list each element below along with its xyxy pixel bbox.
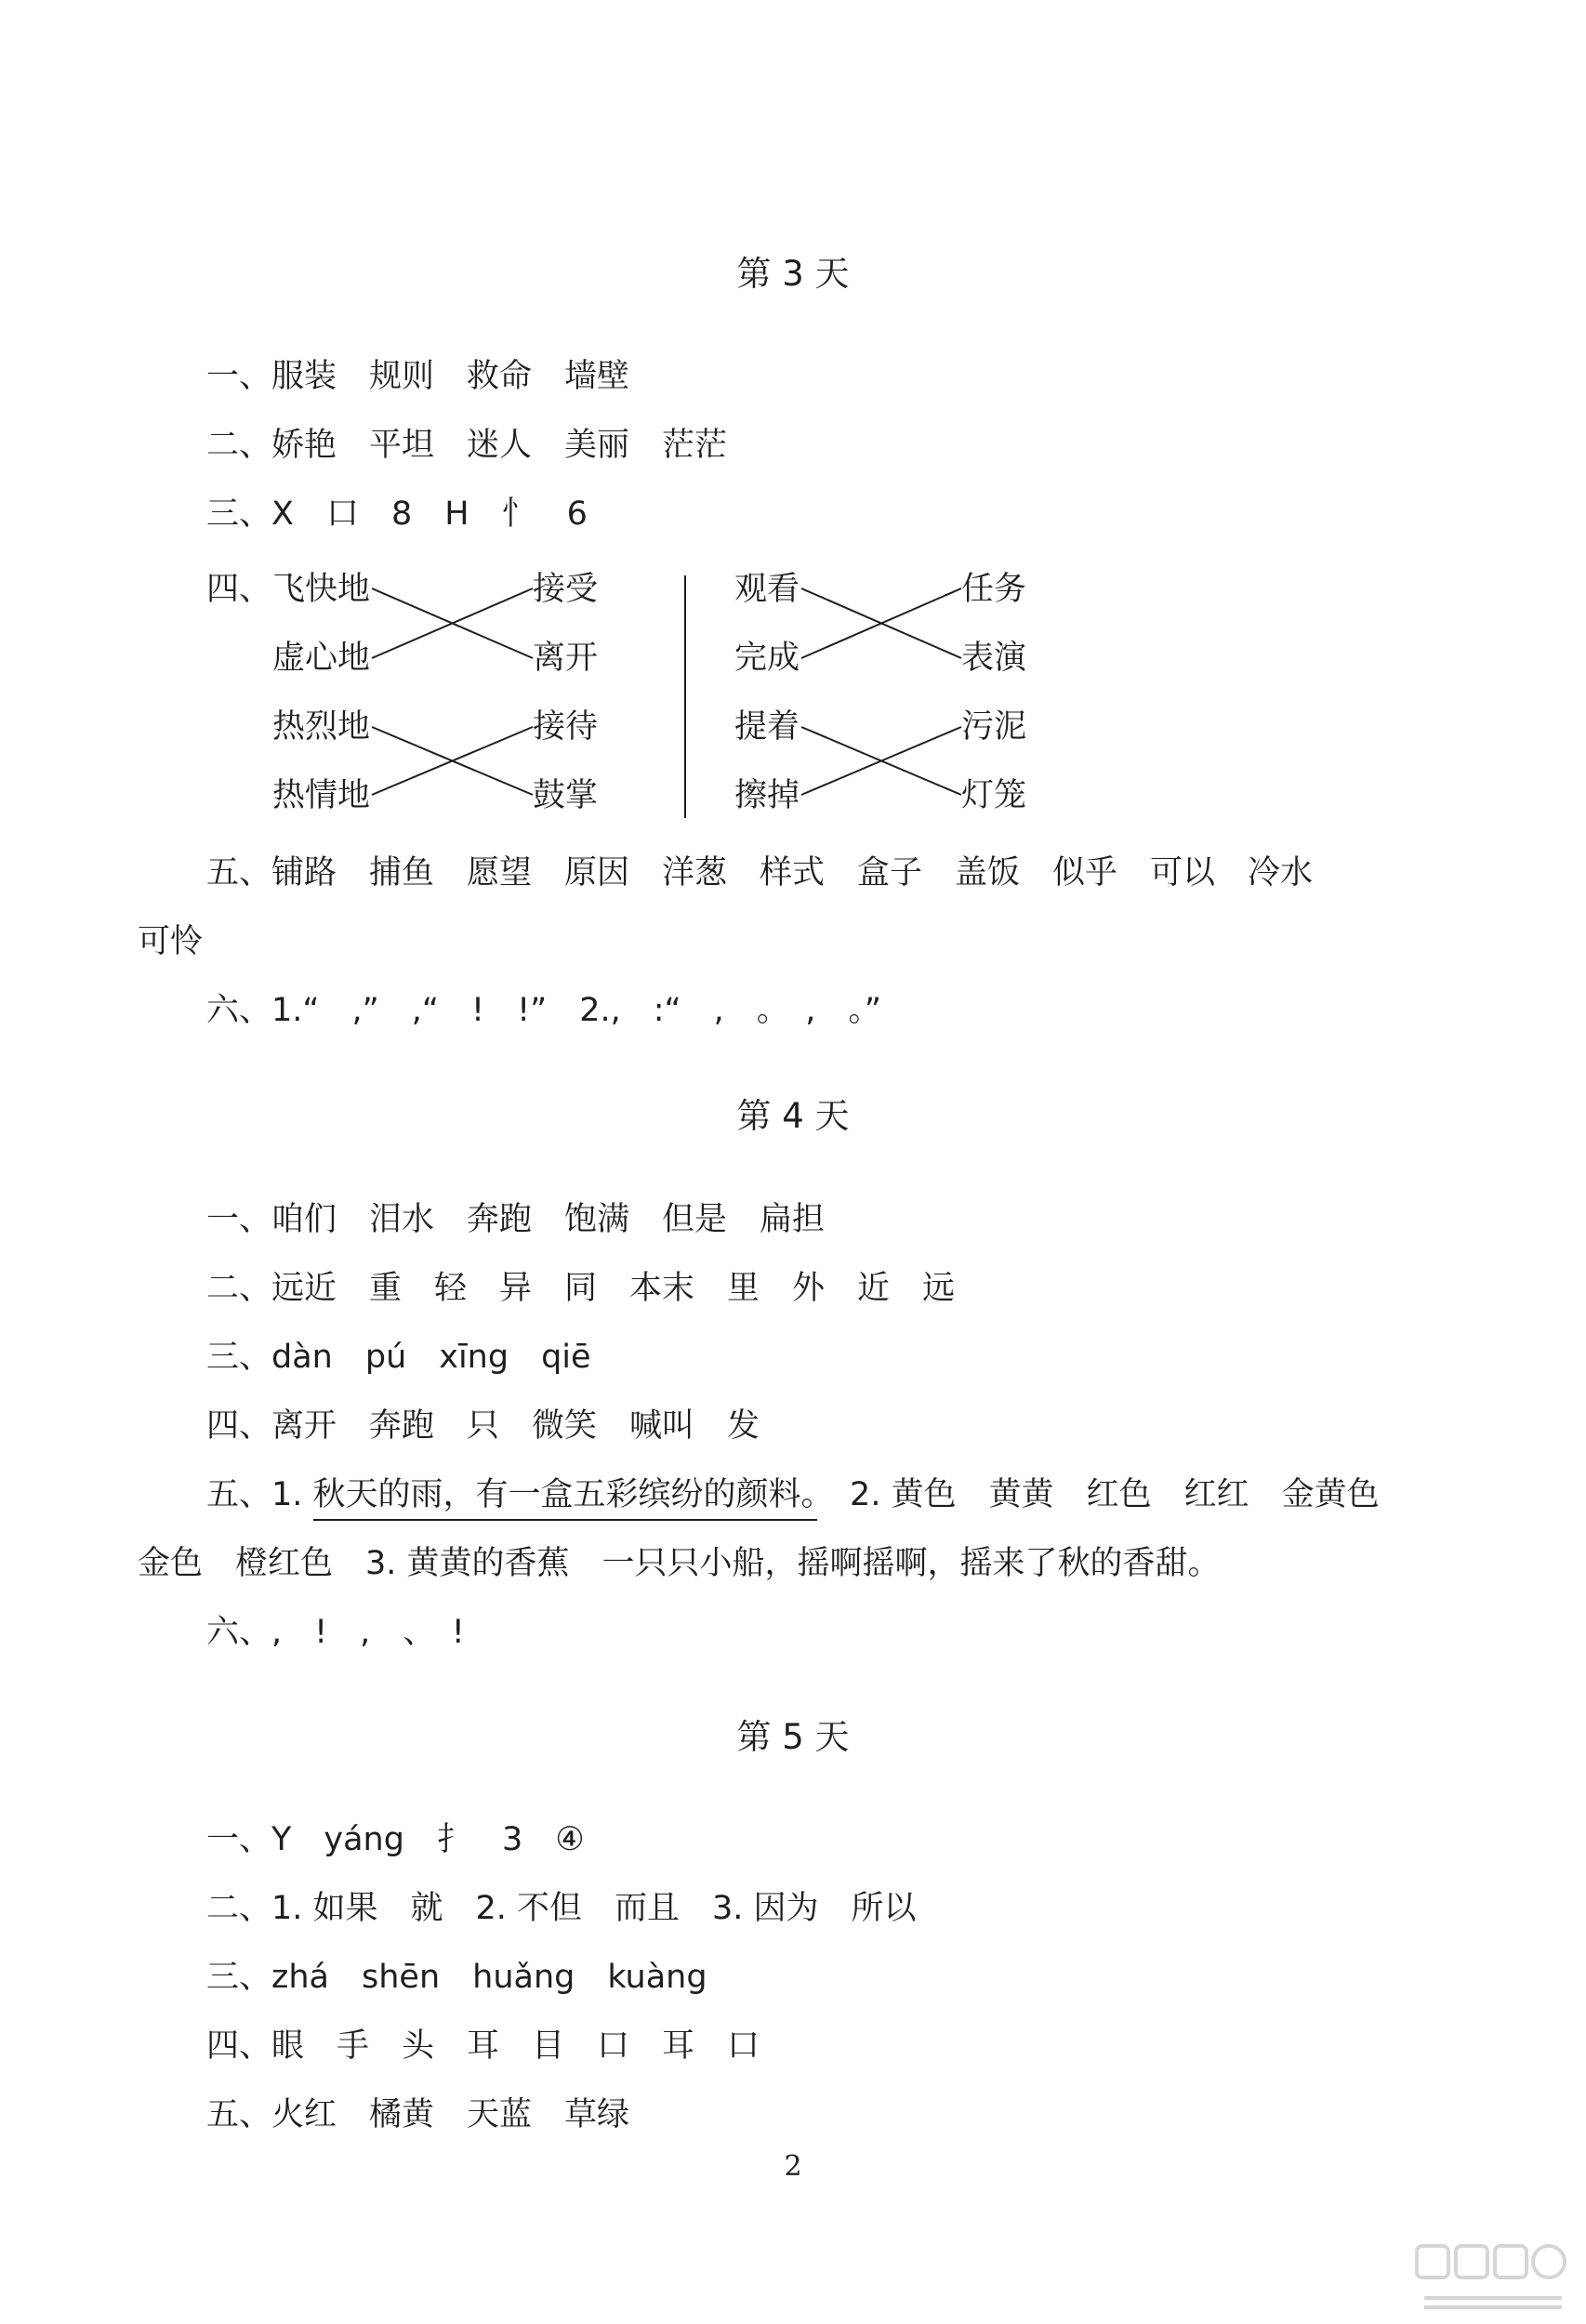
match-line bbox=[801, 588, 961, 658]
day4-q4: 四、离开 奔跑 只 微笑 喊叫 发 bbox=[206, 1407, 760, 1445]
match-left-a-2: 虚心地 bbox=[272, 640, 371, 677]
match-left-a-3: 热烈地 bbox=[272, 708, 371, 746]
match-right-b-4: 灯笼 bbox=[961, 777, 1027, 814]
match-right-a-4: 擦掉 bbox=[734, 777, 800, 814]
day3-title: 第 3 天 bbox=[736, 254, 850, 294]
match-line bbox=[801, 727, 961, 795]
day3-q2: 二、娇艳 平坦 迷人 美丽 茫茫 bbox=[206, 427, 728, 464]
day5-title: 第 5 天 bbox=[736, 1717, 850, 1757]
day3-q5-line2: 可怜 bbox=[138, 923, 204, 960]
match-line bbox=[372, 727, 533, 795]
day4-q2: 二、远近 重 轻 异 同 本末 里 外 近 远 bbox=[206, 1270, 956, 1307]
match-right-a-3: 提着 bbox=[734, 708, 800, 746]
day3-q4-prefix: 四、 bbox=[206, 571, 272, 608]
match-right-a-1: 观看 bbox=[734, 571, 800, 608]
match-right-b-1: 任务 bbox=[961, 571, 1027, 608]
day4-q5-prefix: 五、1. bbox=[206, 1476, 313, 1513]
day5-q4: 四、眼 手 头 耳 目 口 耳 口 bbox=[206, 2027, 760, 2065]
day4-title: 第 4 天 bbox=[736, 1096, 850, 1136]
match-line bbox=[372, 588, 533, 658]
match-right-a-2: 完成 bbox=[734, 640, 800, 677]
match-right-b-2: 表演 bbox=[961, 640, 1027, 677]
day5-q2: 二、1. 如果 就 2. 不但 而且 3. 因为 所以 bbox=[206, 1890, 917, 1927]
day4-q5-underlined-answer: 秋天的雨，有一盒五彩缤纷的颜料。 bbox=[313, 1476, 818, 1521]
day4-q5-line2: 金色 橙红色 3. 黄黄的香蕉 一只只小船，摇啊摇啊，摇来了秋的香甜。 bbox=[138, 1545, 1221, 1582]
watermark-logo-icon bbox=[1413, 2240, 1571, 2313]
match-right-b-3: 污泥 bbox=[961, 708, 1027, 746]
day3-q5-line1: 五、铺路 捕鱼 愿望 原因 洋葱 样式 盒子 盖饭 似乎 可以 冷水 bbox=[206, 854, 1314, 891]
match-left-b-3: 接待 bbox=[533, 708, 599, 746]
match-left-b-1: 接受 bbox=[533, 571, 599, 608]
match-left-a-4: 热情地 bbox=[272, 777, 371, 814]
day4-q3: 三、dàn pú xīng qiē bbox=[206, 1339, 591, 1376]
day4-q1: 一、咱们 泪水 奔跑 饱满 但是 扁担 bbox=[206, 1201, 826, 1238]
match-line bbox=[801, 588, 961, 658]
day5-q3: 三、zhá shēn huǎng kuàng bbox=[206, 1959, 707, 1996]
match-left-b-2: 离开 bbox=[533, 640, 599, 677]
day4-q6: 六、, ! , 、 ! bbox=[206, 1614, 465, 1651]
day5-q5: 五、火红 橘黄 天蓝 草绿 bbox=[206, 2096, 630, 2133]
day3-q6: 六、1.“ ,” ,“ ! !” 2., :“ , 。 , 。” bbox=[206, 992, 882, 1029]
match-left-a-1: 飞快地 bbox=[272, 571, 371, 608]
page-number: 2 bbox=[784, 2150, 802, 2183]
match-line bbox=[372, 727, 533, 795]
match-left-b-4: 鼓掌 bbox=[533, 777, 599, 814]
match-line bbox=[372, 588, 533, 658]
day3-q3: 三、X 口 8 H 忄 6 bbox=[206, 495, 588, 533]
day3-q1: 一、服装 规则 救命 墙壁 bbox=[206, 358, 630, 395]
day5-q1: 一、Y yáng 扌 3 ④ bbox=[206, 1821, 585, 1858]
match-line bbox=[801, 727, 961, 795]
day4-q5-line1 bbox=[206, 1476, 1380, 1513]
day4-q5-rest: 2. 黄色 黄黄 红色 红红 金黄色 bbox=[817, 1476, 1380, 1513]
